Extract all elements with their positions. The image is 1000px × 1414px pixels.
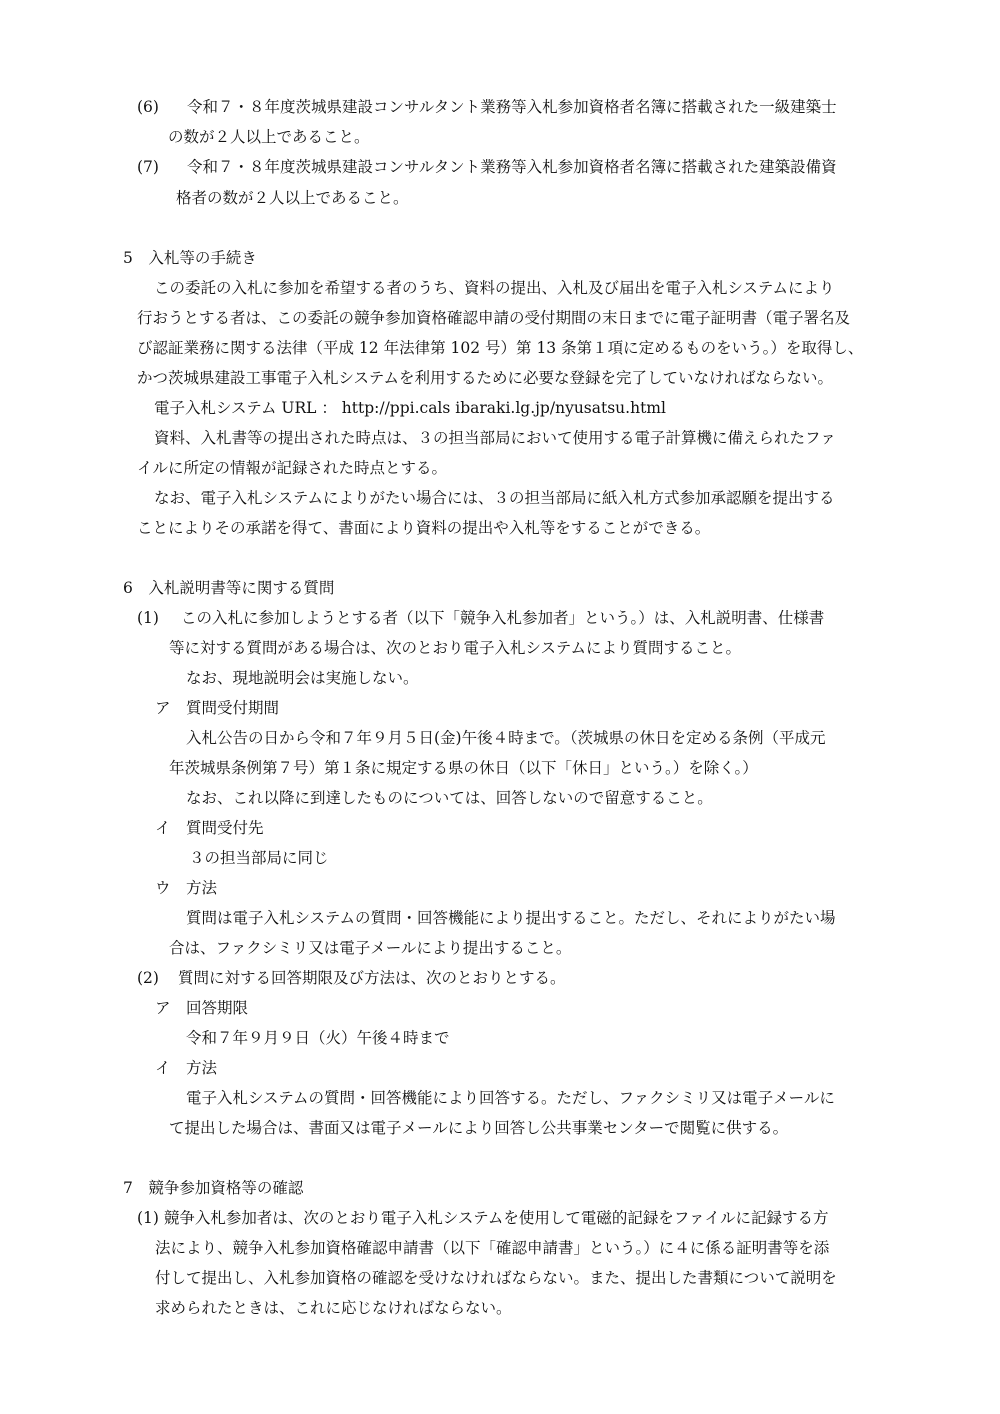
section-7-item-1-line-1: (1) 競争入札参加者は、次のとおり電子入札システムを使用して電磁的記録をファイルに記録する方 (137, 1209, 829, 1227)
section-6-i-heading: イ 質問受付先 (155, 819, 264, 837)
item-6-line-2: の数が２人以上であること。 (168, 128, 370, 146)
section-5-p2-line-1: 資料、入札書等の提出された時点は、３の担当部局において使用する電子計算機に備えられたファ (154, 429, 836, 447)
section-7-item-1-line-4: 求められたときは、これに応じなければならない。 (155, 1299, 512, 1317)
section-6-item-1-line-3: なお、現地説明会は実施しない。 (186, 669, 419, 687)
section-6-item-1-line-1: この入札に参加しようとする者（以下「競争入札参加者」という。）は、入札説明書、仕様書 (181, 609, 825, 627)
section-6-u-line-2: 合は、ファクシミリ又は電子メールにより提出すること。 (169, 939, 572, 957)
section-7-item-1-line-3: 付して提出し、入札参加資格の確認を受けなければならない。また、提出した書類について説明を (155, 1269, 837, 1287)
section-5-p3-line-2: ことによりその承諾を得て、書面により資料の提出や入札等をすることができる。 (137, 519, 711, 537)
section-6-c-heading: イ 方法 (155, 1059, 218, 1077)
section-6-item-1-line-2: 等に対する質問がある場合は、次のとおり電子入札システムにより質問すること。 (169, 639, 741, 657)
section-5-p1-line-3: び認証業務に関する法律（平成 12 年法律第 102 号）第 13 条第１項に定めるものをいう。）を取得し、 (137, 339, 864, 357)
section-5-p1-line-4: かつ茨城県建設工事電子入札システムを利用するために必要な登録を完了していなければならない。 (137, 369, 833, 387)
section-6-u-heading: ウ 方法 (155, 879, 218, 897)
section-5-p2-line-2: イルに所定の情報が記録された時点とする。 (137, 459, 448, 477)
section-5-heading: 5 入札等の手続き (123, 249, 257, 267)
section-6-i-line-1: ３の担当部局に同じ (189, 849, 329, 867)
section-6-item-2-line-1: 質問に対する回答期限及び方法は、次のとおりとする。 (178, 969, 566, 987)
section-6-c-line-1: 電子入札システムの質問・回答機能により回答する。ただし、ファクシミリ又は電子メールに (186, 1089, 835, 1107)
section-7-heading: 7 競争参加資格等の確認 (123, 1179, 304, 1197)
item-6-number: (6) (137, 98, 159, 116)
item-6-line-1: 令和７・８年度茨城県建設コンサルタント業務等入札参加資格者名簿に搭載された一級建築士 (187, 98, 837, 116)
section-6-item-2-number: (2) (137, 969, 159, 987)
section-6-a-line-3: なお、これ以降に到達したものについては、回答しないので留意すること。 (186, 789, 713, 807)
section-6-a-line-2: 年茨城県条例第７号）第１条に規定する県の休日（以下「休日」という。）を除く。） (169, 759, 758, 777)
section-5-p1-line-1: この委託の入札に参加を希望する者のうち、資料の提出、入札及び届出を電子入札システムにより (154, 279, 835, 297)
section-7-item-1-line-2: 法により、競争入札参加資格確認申請書（以下「確認申請書」という。）に４に係る証明書等を添 (155, 1239, 830, 1257)
item-7-line-1: 令和７・８年度茨城県建設コンサルタント業務等入札参加資格者名簿に搭載された建築設備資 (187, 158, 837, 176)
section-5-url-line: 電子入札システム URL ： http://ppi.cals ibaraki.lg.jp/nyusatsu.html (154, 399, 666, 417)
section-6-b-line-1: 令和７年９月９日（火）午後４時まで (186, 1029, 450, 1047)
item-7-line-2: 格者の数が２人以上であること。 (176, 189, 409, 207)
section-6-a-line-1: 入札公告の日から令和７年９月５日(金)午後４時まで。（茨城県の休日を定める条例（平成元 (186, 729, 826, 747)
section-5-p1-line-2: 行おうとする者は、この委託の競争参加資格確認申請の受付期間の末日までに電子証明書（電子署名及 (137, 309, 851, 327)
section-6-u-line-1: 質問は電子入札システムの質問・回答機能により提出すること。ただし、それによりがたい場 (186, 909, 836, 927)
section-5-p3-line-1: なお、電子入札システムによりがたい場合には、３の担当部局に紙入札方式参加承認願を提出する (154, 489, 835, 507)
section-6-c-line-2: て提出した場合は、書面又は電子メールにより回答し公共事業センターで閲覧に供する。 (169, 1119, 789, 1137)
item-7-number: (7) (137, 158, 159, 176)
section-6-heading: 6 入札説明書等に関する質問 (123, 579, 335, 597)
section-6-item-1-number: (1) (137, 609, 159, 627)
section-6-b-heading: ア 回答期限 (155, 999, 249, 1017)
section-6-a-heading: ア 質問受付期間 (155, 699, 280, 717)
